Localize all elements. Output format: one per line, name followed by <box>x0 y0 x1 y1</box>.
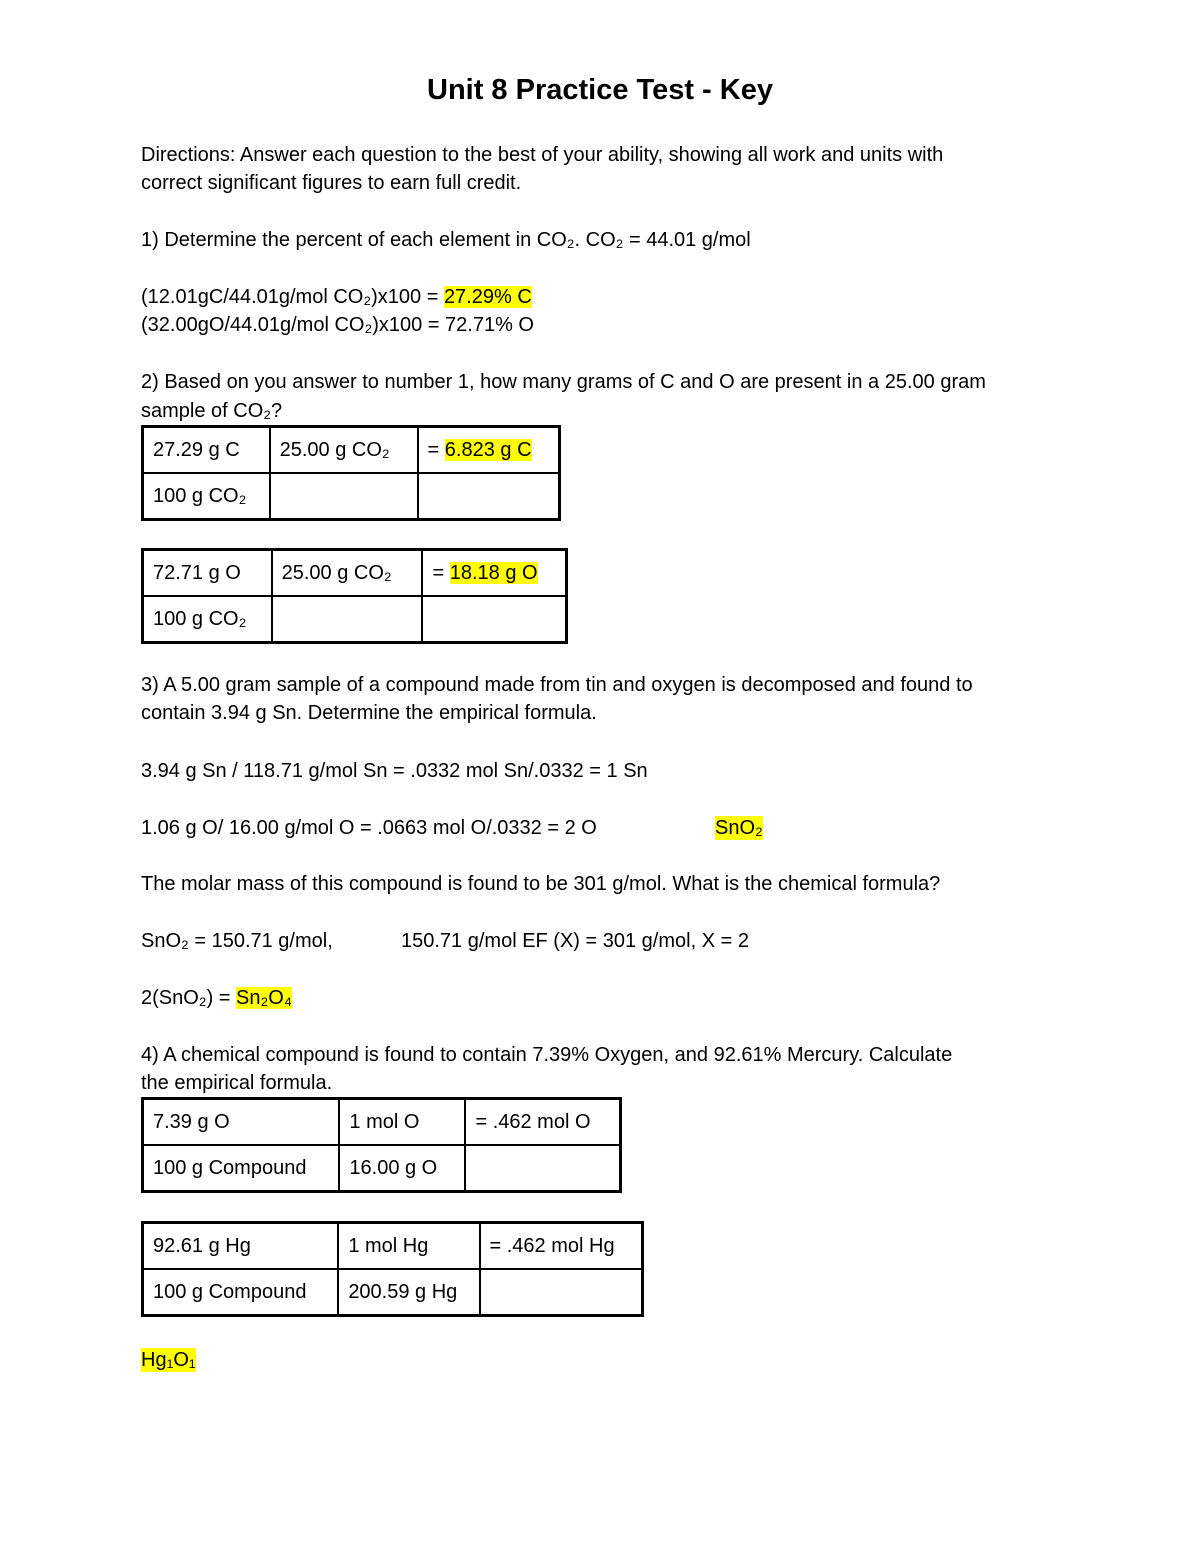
q4-mercury-r1c1: 92.61 g Hg <box>143 1223 339 1270</box>
q2-carbon-r2c2 <box>270 473 418 520</box>
q1-oxygen-line: (32.00gO/44.01g/mol CO₂)x100 = 72.71% O <box>141 314 534 336</box>
q4-mercury-r2c3 <box>480 1269 643 1316</box>
q2-carbon-r2c3 <box>418 473 560 520</box>
q3-formula-work: 2(SnO₂) = <box>141 987 237 1009</box>
page-title: Unit 8 Practice Test - Key <box>427 74 773 106</box>
q3-mass-line-a: SnO₂ = 150.71 g/mol, <box>141 930 333 952</box>
q4-question-line-1: 4) A chemical compound is found to contain 7.39% Oxygen, and 92.61% Mercury. Calculate <box>141 1044 953 1066</box>
q4-oxygen-r2c3 <box>465 1145 620 1192</box>
q1-carbon-work: (12.01gC/44.01g/mol CO₂)x100 = <box>141 286 444 308</box>
q2-oxygen-r2c1: 100 g CO₂ <box>143 596 272 643</box>
q4-oxygen-table <box>141 1097 622 1193</box>
q2-question-line-2: sample of CO₂? <box>141 400 283 422</box>
q2-question-line-1: 2) Based on you answer to number 1, how many grams of C and O are present in a 25.00 gram <box>141 371 986 393</box>
q4-oxygen-r1c3: = .462 mol O <box>465 1099 620 1146</box>
q4-oxygen-r1c1: 7.39 g O <box>143 1099 340 1146</box>
q4-oxygen-r2c2: 16.00 g O <box>339 1145 465 1192</box>
q2-carbon-equals: = <box>427 438 445 461</box>
q1-question: 1) Determine the percent of each element in CO₂. CO₂ = 44.01 g/mol <box>141 229 751 251</box>
q2-oxygen-answer: 18.18 g O <box>449 561 538 584</box>
q4-oxygen-r1c2: 1 mol O <box>339 1099 465 1146</box>
q2-oxygen-equals: = <box>432 561 450 584</box>
q2-carbon-table <box>141 425 561 521</box>
q3-mass-line-b: 150.71 g/mol EF (X) = 301 g/mol, X = 2 <box>401 930 749 952</box>
q4-mercury-table <box>141 1221 644 1317</box>
q3-formula-answer: Sn₂O₄ <box>236 987 292 1009</box>
q2-carbon-r2c1: 100 g CO₂ <box>143 473 270 520</box>
q2-carbon-answer: 6.823 g C <box>444 438 532 461</box>
q3-tin-line: 3.94 g Sn / 118.71 g/mol Sn = .0332 mol Sn/.0332 = 1 Sn <box>141 760 648 782</box>
q3-molar-question: The molar mass of this compound is found to be 301 g/mol. What is the chemical formula? <box>141 873 941 895</box>
q4-mercury-r1c2: 1 mol Hg <box>338 1223 479 1270</box>
q4-answer: Hg₁O₁ <box>141 1349 196 1371</box>
q3-formula-line <box>141 986 292 1010</box>
q2-oxygen-r1c3 <box>422 550 566 597</box>
q4-mercury-r2c2: 200.59 g Hg <box>338 1269 479 1316</box>
q3-oxygen-line: 1.06 g O/ 16.00 g/mol O = .0663 mol O/.0332 = 2 O <box>141 817 597 839</box>
q4-mercury-r2c1: 100 g Compound <box>143 1269 339 1316</box>
q2-oxygen-r2c2 <box>272 596 423 643</box>
q2-carbon-r1c2: 25.00 g CO₂ <box>270 427 418 474</box>
q2-carbon-r1c1: 27.29 g C <box>143 427 270 474</box>
directions-line-2: correct significant figures to earn full credit. <box>141 172 522 194</box>
q2-oxygen-r1c2: 25.00 g CO₂ <box>272 550 423 597</box>
q2-carbon-r1c3 <box>418 427 560 474</box>
directions-line-1: Directions: Answer each question to the best of your ability, showing all work and units with <box>141 144 944 166</box>
q3-question-line-1: 3) A 5.00 gram sample of a compound made from tin and oxygen is decomposed and found to <box>141 674 973 696</box>
q2-oxygen-table <box>141 548 568 644</box>
q1-carbon-line <box>141 285 532 309</box>
q1-carbon-answer: 27.29% C <box>443 286 532 308</box>
q4-mercury-r1c3: = .462 mol Hg <box>480 1223 643 1270</box>
q2-oxygen-r2c3 <box>422 596 566 643</box>
q4-question-line-2: the empirical formula. <box>141 1072 333 1094</box>
q3-empirical-answer: SnO₂ <box>715 817 763 839</box>
q4-oxygen-r2c1: 100 g Compound <box>143 1145 340 1192</box>
q2-oxygen-r1c1: 72.71 g O <box>143 550 272 597</box>
q3-question-line-2: contain 3.94 g Sn. Determine the empirical formula. <box>141 702 597 724</box>
